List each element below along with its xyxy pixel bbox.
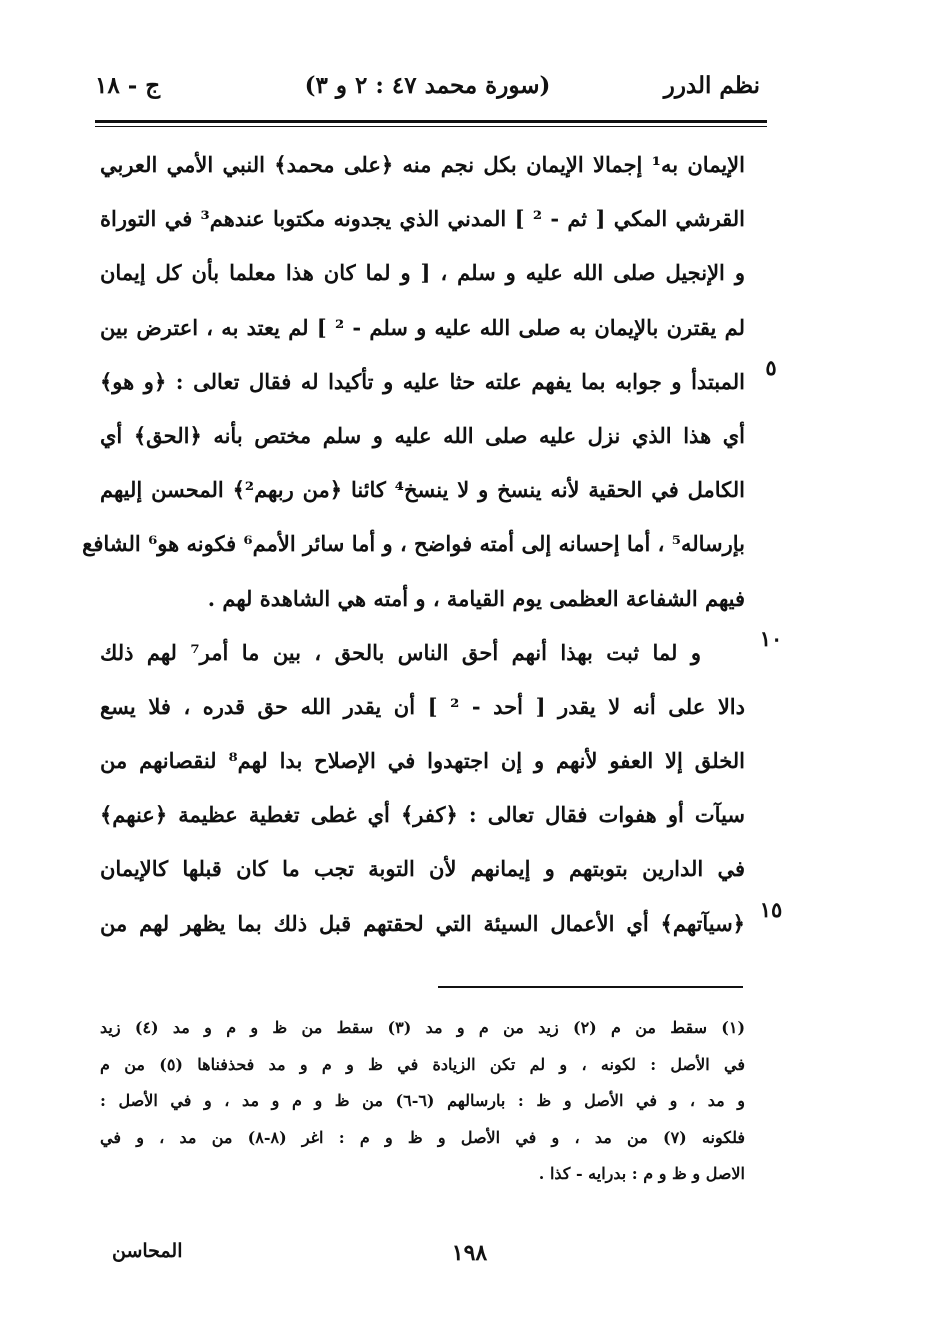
- text-line: و الإنجيل صلى الله عليه و سلم ، [ و لما كان هذا معلما بأن كل إيمان: [100, 260, 745, 286]
- text-line: الكامل في الحقية لأنه ينسخ و لا ينسخ⁴ كائنا ﴿من ربهم²﴾ المحسن إليهم: [100, 477, 745, 503]
- volume-number: ج - ١٨: [95, 72, 161, 99]
- footnote-line: (١) سقط من م (٢) زيد من م و مد (٣) سقط من ظ و م و مد (٤) زيد: [100, 1018, 746, 1037]
- text-line: الخلق إلا العفو لأنهم و إن اجتهدوا في الإصلاح بدا لهم⁸ لنقصانهم من: [100, 748, 745, 774]
- footnote-line: الاصل و ظ و م : بدرايه - كذا .: [538, 1164, 745, 1183]
- text-line: دالا على أنه لا يقدر [ أحد - ² ] أن يقدر الله حق قدره ، فلا يسع: [100, 693, 745, 719]
- text-line: القرشي المكي [ ثم - ² ] المدني الذي يجدونه مكتوبا عندهم³ في التوراة: [100, 206, 746, 232]
- text-line: لم يقترن بالإيمان به صلى الله عليه و سلم - ² ] لم يعتد به ، اعترض بين: [100, 314, 745, 340]
- running-header: [95, 72, 760, 112]
- text-line: بإرساله⁵ ، أما إحسانه إلى أمته فواضح ، و أما سائر الأمم⁶ فكونه هو⁶ الشافع: [82, 531, 745, 557]
- text-line: و لما ثبت بهذا أنهم أحق الناس بالحق ، بين ما أمر⁷ لهم ذلك: [100, 639, 702, 665]
- text-line: أي هذا الذي نزل عليه صلى الله عليه و سلم مختص بأنه ﴿الحق﴾ أي: [100, 422, 745, 448]
- line-number-5: ٥: [765, 355, 777, 380]
- text-line: الإيمان به¹ إجمالا الإيمان بكل نجم منه ﴿على محمد﴾ النبي الأمي العربي: [100, 152, 745, 177]
- surah-reference: (سورة محمد ٤٧ : ٢ و ٣): [304, 72, 551, 99]
- page-number: ١٩٨: [451, 1240, 488, 1266]
- text-line: سيآت أو هفوات فقال تعالى : ﴿كفر﴾ أي غطى تغطية عظيمة ﴿عنهم﴾: [100, 802, 745, 828]
- line-number-10: ١٠: [759, 626, 783, 651]
- footnote-rule: [438, 986, 743, 988]
- text-line: المبتدأ و جوابه بما يفهم علته حثا عليه و تأكيدا له فقال تعالى : ﴿و هو﴾: [100, 368, 745, 394]
- book-title: نظم الدرر: [663, 72, 760, 99]
- header-rule-thin: [95, 126, 767, 127]
- footnote-line: في الأصل : لكونه ، و لم تكن الزيادة في ظ و م و مد فحذفناها (٥) من م: [100, 1054, 745, 1074]
- line-number-15: ١٥: [759, 897, 783, 922]
- text-line: ﴿سيآتهم﴾ أي الأعمال السيئة التي لحقتهم قبل ذلك بما يظهر لهم من: [100, 910, 745, 936]
- footnote-line: و مد ، و في الأصل و ظ : بارسالهم (٦-٦) من ظ و م و مد ، و في الأصل :: [100, 1091, 745, 1110]
- main-text: [82, 138, 746, 951]
- catchword: المحاسن: [112, 1240, 183, 1262]
- header-rule: [95, 120, 767, 123]
- footnotes: [100, 1010, 745, 1193]
- footnote-line: فلكونه (٧) من مد ، و في الأصل و ظ و م : اغر (٨-٨) من مد ، و في: [100, 1127, 746, 1147]
- text-line: فيهم الشفاعة العظمى يوم القيامة ، و أمته هي الشاهدة لهم .: [207, 585, 745, 611]
- text-line: في الدارين بتوبتهم و إيمانهم لأن التوبة تجب ما كان قبلها كالإيمان: [100, 856, 745, 882]
